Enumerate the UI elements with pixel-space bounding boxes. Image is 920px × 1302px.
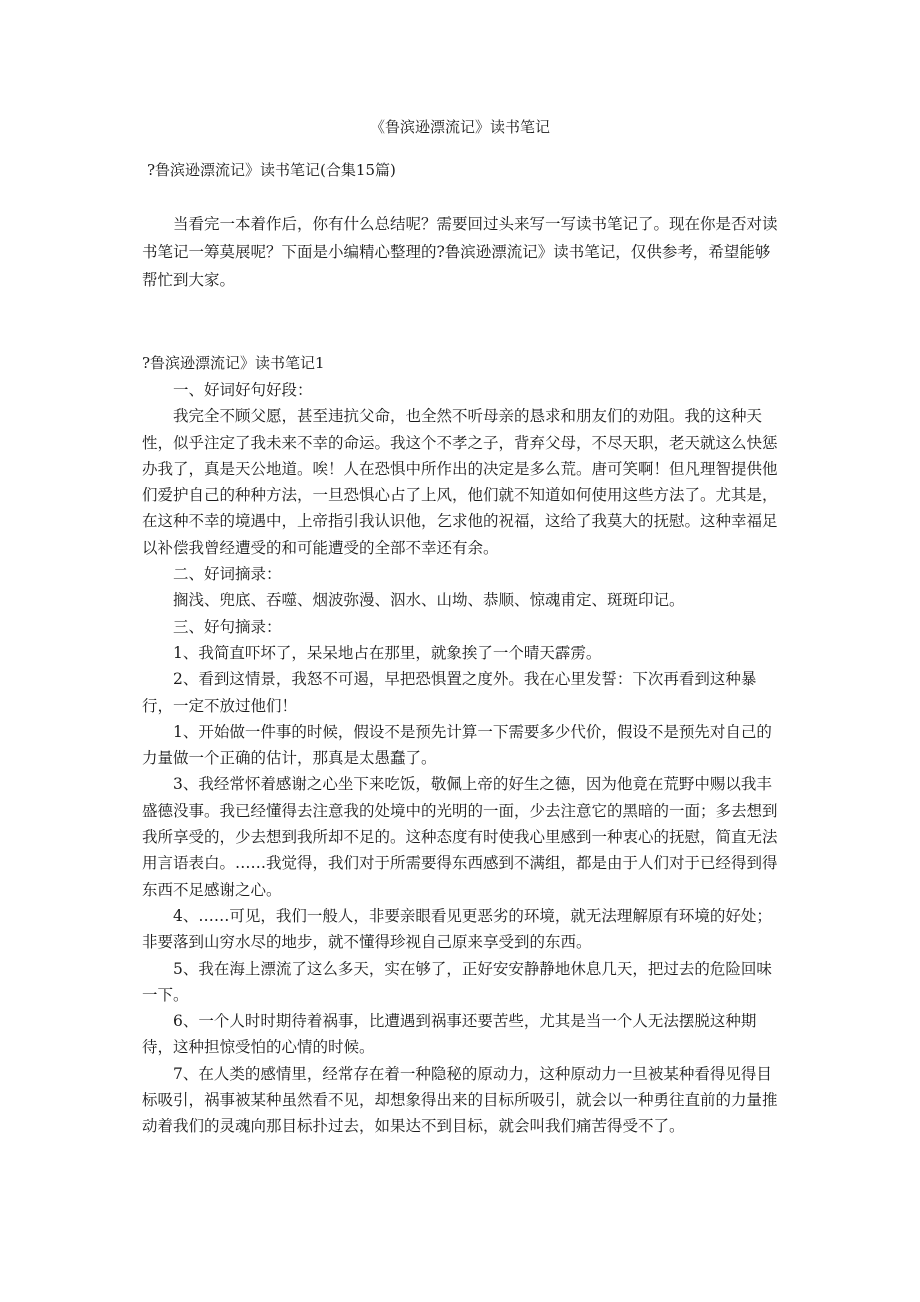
quote-item: 5、我在海上漂流了这么多天，实在够了，正好安安静静地休息几天，把过去的危险回味一下。 xyxy=(142,959,772,1004)
quote-item: 2、看到这情景，我怒不可遏，早把恐惧置之度外。我在心里发誓：下次再看到这种暴行，一定不放过他们！ xyxy=(142,670,757,715)
heading-good-words: 二、好词摘录： xyxy=(173,565,282,584)
heading-good-passages: 一、好词好句好段： xyxy=(173,381,313,399)
quote-item: 1、我简直吓坏了，呆呆地占在那里，就象挨了一个晴天霹雳。 xyxy=(173,643,602,662)
quote-item: 1、开始做一件事的时候，假设不是预先计算一下需要多少代价，假设不是预先对自己的力量做一个正确的估计，那真是太愚蠢了。 xyxy=(142,722,772,768)
document-subtitle: ?鲁滨逊漂流记》读书笔记(合集15篇) xyxy=(147,161,396,179)
quote-item: 6、一个人时时期待着祸事，比遭遇到祸事还要苦些，尤其是当一个人无法摆脱这种期待，这种担惊受怕的心情的时候。 xyxy=(142,1012,757,1057)
body-paragraph: 我完全不顾父愿，甚至违抗父命，也全然不听母亲的恳求和朋友们的劝阻。我的这种天性，似乎注定了我未来不幸的命运。我这个不孝之子，背弃父母，不尽天职，老天就这么快惩办我了，真是天公地道。唉！人在恐惧中所作出的决定是多么荒。唐可笑啊！但凡理智提供他们爱护自己的种种方法，一旦恐惧心占了上风，他们就不知道如何使用这些方法了。尤其是，在这种不幸的境遇中，上帝指引我认识他，乞求他的祝福，这给了我莫大的抚慰。这种幸福足以补偿我曾经遭受的和可能遭受的全部不幸还有余。 xyxy=(142,407,778,557)
section-body xyxy=(142,377,782,1140)
section-title: ?鲁滨逊漂流记》读书笔记1 xyxy=(142,354,325,372)
intro-paragraph: 当看完一本着作后，你有什么总结呢？需要回过头来写一写读书笔记了。现在你是否对读书笔记一筹莫展呢？下面是小编精心整理的?鲁滨逊漂流记》读书笔记，仅供参考，希望能够帮忙到大家。 xyxy=(142,215,778,289)
word-list: 搁浅、兜底、吞噬、烟波弥漫、泅水、山坳、恭顺、惊魂甫定、斑斑印记。 xyxy=(173,591,685,610)
quote-item: 4、……可见，我们一般人，非要亲眼看见更恶劣的环境，就无法理解原有环境的好处；非要落到山穷水尽的地步，就不懂得珍视自己原来享受到的东西。 xyxy=(142,906,772,952)
quote-item: 3、我经常怀着感谢之心坐下来吃饭，敬佩上帝的好生之德，因为他竟在荒野中赐以我丰盛德没事。我已经懂得去注意我的处境中的光明的一面，少去注意它的黑暗的一面；多去想到我所享受的，少去想到我所却不足的。这种态度有时使我心里感到一种衷心的抚慰，简直无法用言语表白。……我觉得，我们对于所需要得东西感到不满组，都是由于人们对于已经得到得东西不足感谢之心。 xyxy=(142,775,778,899)
heading-good-sentences: 三、好句摘录： xyxy=(173,617,282,636)
document-title: 《鲁滨逊漂流记》读书笔记 xyxy=(369,118,550,136)
quote-item: 7、在人类的感情里，经常存在着一种隐秘的原动力，这种原动力一旦被某种看得见得目标吸引，祸事被某种虽然看不见，却想象得出来的目标所吸引，就会以一种勇往直前的力量推动着我们的灵魂向那目标扑过去，如果达不到目标，就会叫我们痛苦得受不了。 xyxy=(142,1064,778,1136)
